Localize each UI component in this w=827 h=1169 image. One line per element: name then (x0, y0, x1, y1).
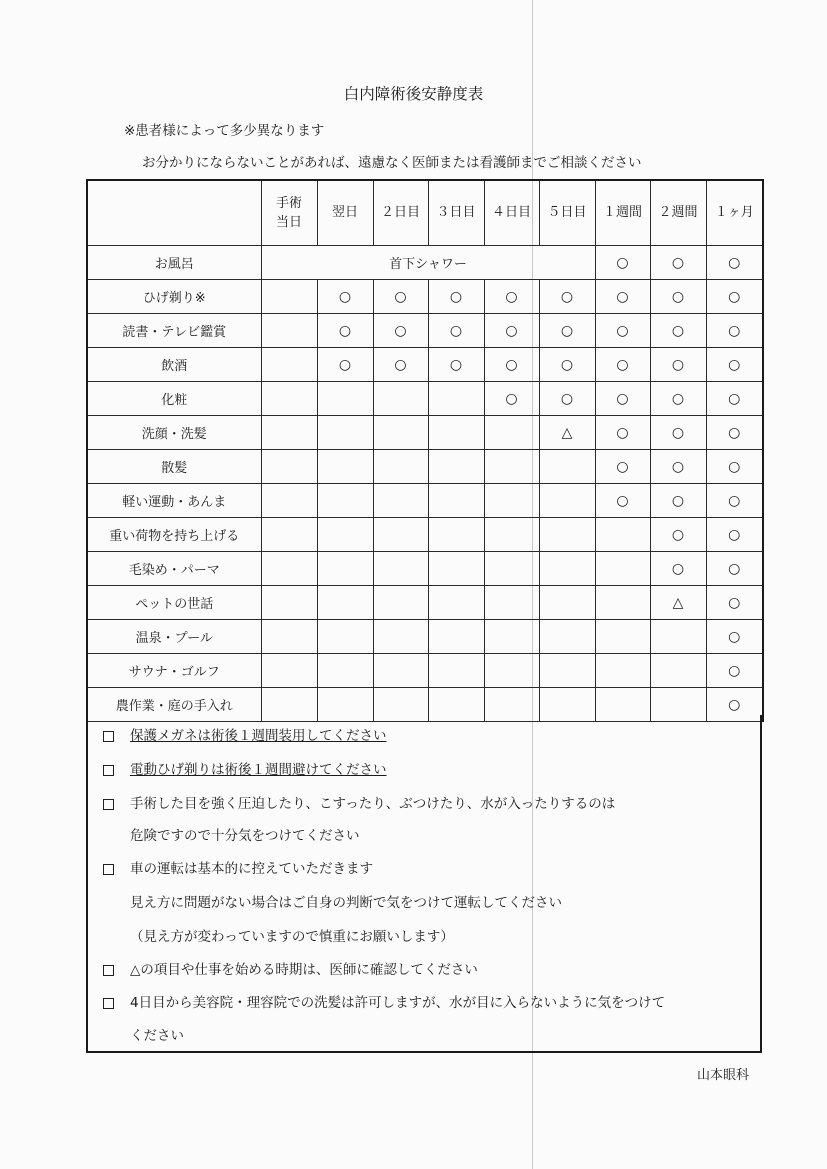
mark: ○ (505, 390, 518, 407)
schedule-cell (539, 348, 595, 382)
schedule-cell (706, 314, 763, 348)
mark: ○ (671, 356, 685, 373)
consult-note: お分かりにならないことがあれば、遠慮なく医師または看護師までご相談ください (142, 155, 642, 171)
mark: ○ (728, 662, 741, 679)
schedule-cell (650, 348, 706, 382)
schedule-cell (539, 552, 595, 586)
schedule-cell (373, 348, 428, 382)
mark: ○ (728, 356, 741, 373)
schedule-cell (595, 416, 650, 450)
schedule-cell (428, 416, 484, 450)
mark: ○ (728, 492, 741, 509)
schedule-cell (261, 280, 317, 314)
column-header: 手術 当日 (261, 180, 317, 246)
schedule-cell (595, 348, 650, 382)
note-driving-1: 車の運転は基本的に控えていただきます (130, 861, 373, 877)
activity-label: 読書・テレビ鑑賞 (87, 314, 261, 348)
schedule-cell (317, 416, 373, 450)
activity-label: ペットの世話 (87, 586, 261, 620)
mark: ○ (728, 424, 741, 441)
schedule-cell (373, 518, 428, 552)
mark: ○ (560, 288, 574, 305)
note-protective-glasses: 保護メガネは術後１週間装用してください (130, 728, 387, 744)
schedule-cell (539, 280, 595, 314)
shower-cell: 首下シャワー (261, 246, 595, 280)
schedule-cell (484, 382, 539, 416)
activity-label: 農作業・庭の手入れ (87, 688, 261, 722)
schedule-cell (484, 654, 539, 688)
schedule-cell (317, 280, 373, 314)
mark: ○ (728, 288, 741, 305)
schedule-cell (706, 484, 763, 518)
table-row (87, 382, 763, 416)
table-row (87, 484, 763, 518)
schedule-cell (706, 518, 763, 552)
mark: ○ (338, 288, 352, 305)
mark: ○ (671, 526, 685, 543)
mark: ○ (671, 254, 685, 271)
schedule-cell (484, 620, 539, 654)
schedule-cell (484, 518, 539, 552)
schedule-cell (484, 416, 539, 450)
schedule-cell (539, 518, 595, 552)
table-row (87, 552, 763, 586)
mark: ○ (616, 424, 629, 441)
checkbox-icon (103, 965, 114, 976)
activity-label: ひげ剃り※ (87, 280, 261, 314)
schedule-cell (428, 314, 484, 348)
mark: ○ (671, 322, 685, 339)
schedule-cell (261, 382, 317, 416)
schedule-cell (650, 654, 706, 688)
schedule-cell (317, 484, 373, 518)
schedule-cell (428, 382, 484, 416)
mark: ○ (394, 356, 407, 373)
schedule-cell (261, 620, 317, 654)
schedule-cell (595, 484, 650, 518)
schedule-cell (317, 450, 373, 484)
mark: ○ (560, 322, 574, 339)
schedule-cell (261, 552, 317, 586)
schedule-cell (595, 620, 650, 654)
schedule-cell (539, 620, 595, 654)
instructions-box (86, 715, 762, 1053)
mark: ○ (505, 356, 518, 373)
mark: ○ (671, 560, 685, 577)
schedule-cell (428, 450, 484, 484)
schedule-cell (539, 382, 595, 416)
table-row (87, 348, 763, 382)
mark: ○ (616, 390, 629, 407)
schedule-cell (650, 586, 706, 620)
schedule-cell (595, 246, 650, 280)
table-row (87, 620, 763, 654)
note-salon-2: ください (130, 1028, 184, 1044)
schedule-cell (261, 416, 317, 450)
mark: ○ (728, 390, 741, 407)
schedule-cell (317, 382, 373, 416)
mark: ○ (616, 254, 629, 271)
schedule-cell (484, 450, 539, 484)
checkbox-icon (103, 765, 114, 776)
checkbox-icon (103, 864, 114, 875)
note-electric-shaver: 電動ひげ剃りは術後１週間避けてください (130, 762, 387, 778)
column-header: ３日目 (428, 180, 484, 246)
schedule-cell (706, 552, 763, 586)
schedule-cell (650, 246, 706, 280)
schedule-cell (428, 348, 484, 382)
schedule-cell (373, 450, 428, 484)
table-row (87, 314, 763, 348)
checkbox-icon (103, 998, 114, 1009)
mark: ○ (728, 458, 741, 475)
column-header: ２日目 (373, 180, 428, 246)
schedule-cell (595, 654, 650, 688)
schedule-cell (484, 348, 539, 382)
activity-label: 毛染め・パーマ (87, 552, 261, 586)
mark: ○ (671, 458, 685, 475)
schedule-cell (317, 348, 373, 382)
mark: ○ (338, 356, 352, 373)
mark: ○ (728, 526, 741, 543)
schedule-cell (261, 450, 317, 484)
mark: ○ (728, 254, 741, 271)
schedule-cell (317, 552, 373, 586)
mark: ○ (449, 322, 463, 339)
schedule-cell (373, 314, 428, 348)
activity-label: 温泉・プール (87, 620, 261, 654)
note-eye-pressure-2: 危険ですので十分気をつけてください (130, 828, 360, 844)
schedule-cell (539, 416, 595, 450)
header-corner-cell (87, 180, 261, 246)
activity-label: サウナ・ゴルフ (87, 654, 261, 688)
schedule-cell (595, 552, 650, 586)
schedule-cell (261, 484, 317, 518)
patient-note: ※患者様によって多少異なります (124, 123, 325, 139)
schedule-cell (428, 280, 484, 314)
schedule-cell (261, 654, 317, 688)
mark: ○ (394, 322, 407, 339)
schedule-cell (261, 586, 317, 620)
schedule-cell (650, 450, 706, 484)
schedule-cell (373, 552, 428, 586)
schedule-cell (428, 552, 484, 586)
schedule-cell (428, 654, 484, 688)
schedule-cell (484, 280, 539, 314)
column-header: 翌日 (317, 180, 373, 246)
mark: ○ (728, 696, 741, 713)
schedule-cell (373, 620, 428, 654)
mark: ○ (728, 322, 741, 339)
schedule-cell (706, 450, 763, 484)
mark: ○ (505, 288, 518, 305)
schedule-cell (595, 586, 650, 620)
mark: ○ (616, 322, 629, 339)
mark: ○ (671, 492, 685, 509)
mark: ○ (671, 288, 685, 305)
schedule-cell (373, 586, 428, 620)
mark: ○ (728, 594, 741, 611)
schedule-cell (484, 552, 539, 586)
note-eye-pressure-1: 手術した目を強く圧迫したり、こすったり、ぶつけたり、水が入ったりするのは (130, 796, 616, 812)
checkbox-icon (103, 799, 114, 810)
note-triangle-items: △の項目や仕事を始める時期は、医師に確認してください (130, 962, 478, 978)
column-header: ４日目 (484, 180, 539, 246)
mark: △ (672, 594, 684, 611)
schedule-cell (595, 280, 650, 314)
schedule-cell (317, 314, 373, 348)
schedule-cell (484, 484, 539, 518)
schedule-cell (706, 246, 763, 280)
activity-label: 重い荷物を持ち上げる (87, 518, 261, 552)
schedule-cell (650, 314, 706, 348)
schedule-cell (261, 518, 317, 552)
mark: ○ (560, 390, 574, 407)
mark: ○ (616, 356, 629, 373)
schedule-cell (650, 416, 706, 450)
mark: ○ (616, 492, 629, 509)
page-title: 白内障術後安静度表 (343, 85, 484, 103)
mark: ○ (616, 458, 629, 475)
schedule-cell (595, 450, 650, 484)
schedule-cell (706, 280, 763, 314)
activity-label: お風呂 (87, 246, 261, 280)
mark: ○ (728, 628, 741, 645)
schedule-cell (539, 586, 595, 620)
schedule-cell (373, 484, 428, 518)
schedule-cell (317, 620, 373, 654)
mark: ○ (616, 288, 629, 305)
schedule-cell (650, 552, 706, 586)
mark: ○ (728, 560, 741, 577)
schedule-cell (373, 416, 428, 450)
schedule-cell (428, 620, 484, 654)
schedule-cell (428, 484, 484, 518)
mark: △ (561, 424, 573, 441)
schedule-cell (373, 654, 428, 688)
schedule-cell (706, 654, 763, 688)
schedule-cell (706, 348, 763, 382)
schedule-cell (428, 518, 484, 552)
schedule-cell (317, 586, 373, 620)
clinic-name: 山本眼科 (697, 1068, 750, 1083)
schedule-cell (484, 314, 539, 348)
activity-label: 飲酒 (87, 348, 261, 382)
schedule-cell (650, 280, 706, 314)
schedule-cell (650, 518, 706, 552)
schedule-cell (539, 314, 595, 348)
schedule-cell (539, 484, 595, 518)
table-row (87, 280, 763, 314)
mark: ○ (338, 322, 352, 339)
schedule-cell (595, 518, 650, 552)
mark: ○ (449, 356, 463, 373)
column-header: ２週間 (650, 180, 706, 246)
column-header: ５日目 (539, 180, 595, 246)
activity-label: 洗顔・洗髪 (87, 416, 261, 450)
column-header: １週間 (595, 180, 650, 246)
schedule-cell (595, 314, 650, 348)
schedule-cell (595, 382, 650, 416)
table-row (87, 518, 763, 552)
note-driving-3: （見え方が変わっていますので慎重にお願いします） (130, 929, 454, 945)
schedule-cell (484, 586, 539, 620)
mark: ○ (560, 356, 574, 373)
mark: ○ (505, 322, 518, 339)
table-header-row (87, 180, 763, 246)
activity-label: 化粧 (87, 382, 261, 416)
note-driving-2: 見え方に問題がない場合はご自身の判断で気をつけて運転してください (130, 895, 562, 911)
table-row (87, 654, 763, 688)
activity-label: 散髪 (87, 450, 261, 484)
mark: ○ (449, 288, 463, 305)
schedule-cell (706, 382, 763, 416)
table-row (87, 246, 763, 280)
schedule-cell (261, 314, 317, 348)
activity-label: 軽い運動・あんま (87, 484, 261, 518)
schedule-cell (261, 348, 317, 382)
table-row (87, 586, 763, 620)
mark: ○ (671, 424, 685, 441)
schedule-cell (539, 450, 595, 484)
schedule-cell (650, 484, 706, 518)
schedule-cell (706, 586, 763, 620)
column-header: １ヶ月 (706, 180, 763, 246)
schedule-cell (428, 586, 484, 620)
schedule-cell (650, 620, 706, 654)
schedule-cell (539, 654, 595, 688)
schedule-cell (317, 654, 373, 688)
mark: ○ (671, 390, 685, 407)
table-row (87, 450, 763, 484)
schedule-cell (317, 518, 373, 552)
checkbox-icon (103, 731, 114, 742)
schedule-cell (373, 280, 428, 314)
schedule-cell (373, 382, 428, 416)
schedule-cell (650, 382, 706, 416)
mark: ○ (394, 288, 407, 305)
table-row (87, 416, 763, 450)
note-salon-1: 4日目から美容院・理容院での洗髪は許可しますが、水が目に入らないように気をつけて (130, 995, 666, 1011)
activity-schedule-table (86, 179, 764, 722)
schedule-cell (706, 620, 763, 654)
schedule-cell (706, 416, 763, 450)
